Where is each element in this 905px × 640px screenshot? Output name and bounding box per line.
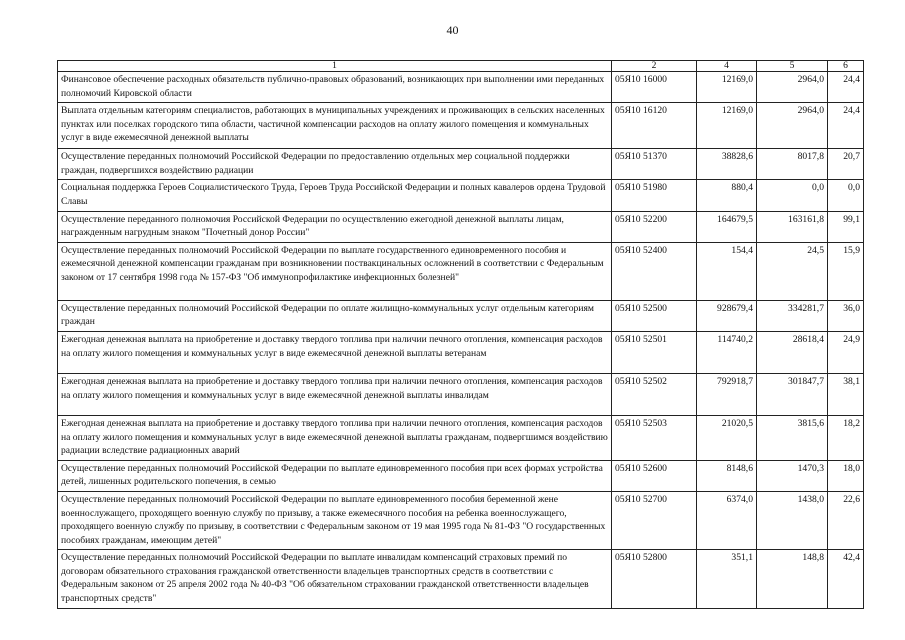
- table-row: [58, 373, 864, 415]
- row-code-cell: 05Я10 16120: [612, 103, 697, 149]
- row-percent-value: 0,0: [828, 180, 864, 211]
- row-name-cell: Ежегодная денежная выплата на приобретение и доставку твердого топлива при наличии печного отопления, компенсация расходов на оплату жилого помещения и коммунальных услуг в виде ежемесячной денежной выплаты инвалидам: [58, 373, 612, 415]
- row-name-cell: Осуществление переданных полномочий Российской Федерации по оплате жилищно-коммунальных услуг отдельным категориям граждан: [58, 300, 612, 331]
- row-code-cell: 05Я10 16000: [612, 72, 697, 103]
- row-plan-value: 154,4: [697, 242, 757, 300]
- row-fact-value: 24,5: [757, 242, 828, 300]
- row-name-cell: Ежегодная денежная выплата на приобретение и доставку твердого топлива при наличии печного отопления, компенсация расходов на оплату жилого помещения и коммунальных услуг в виде ежемесячной денежной выплаты гражданам, подвергшимся воздействию радиации вследствие радиационных аварий: [58, 415, 612, 460]
- row-fact-value: 148,8: [757, 550, 828, 608]
- page-number: 40: [446, 23, 459, 37]
- row-percent-value: 24,4: [828, 72, 864, 103]
- row-percent-value: 24,9: [828, 331, 864, 373]
- row-percent-value: 38,1: [828, 373, 864, 415]
- row-plan-value: 928679,4: [697, 300, 757, 331]
- row-name-cell: Осуществление переданных полномочий Российской Федерации по выплате инвалидам компенсаций страховых премий по договорам обязательного страхования гражданской ответственности владельцев транспортных средств в соответствии с Федеральным законом от 25 апреля 2002 года № 40-ФЗ "Об обязательном страховании гражданской ответственности владельцев транспортных средств": [58, 550, 612, 608]
- table-body: [58, 72, 864, 609]
- row-percent-value: 18,0: [828, 460, 864, 491]
- row-code-cell: 05Я10 52501: [612, 331, 697, 373]
- table-header-row: [58, 61, 864, 72]
- row-name-cell: Осуществление переданных полномочий Российской Федерации по предоставлению отдельных мер социальной поддержки граждан, подвергшихся воздействию радиации: [58, 149, 612, 180]
- row-fact-value: 28618,4: [757, 331, 828, 373]
- row-fact-value: 2964,0: [757, 72, 828, 103]
- row-name-cell: Осуществление переданных полномочий Российской Федерации по выплате единовременного пособия беременной жене военнослужащего, проходящего военную службу по призыву, а также ежемесячного пособия на ребенка военнослужащего, проходящего военную службу по призыву, в соответствии с Федеральным законом от 19 мая 1995 года № 81-ФЗ "О государственных пособиях гражданам, имеющим детей": [58, 491, 612, 549]
- row-name-cell: Осуществление переданных полномочий Российской Федерации по выплате единовременного пособия при всех формах устройства детей, лишенных родительского попечения, в семью: [58, 460, 612, 491]
- row-fact-value: 2964,0: [757, 103, 828, 149]
- column-header-code: 2: [612, 61, 697, 72]
- row-percent-value: 36,0: [828, 300, 864, 331]
- row-percent-value: 15,9: [828, 242, 864, 300]
- table-row: [58, 300, 864, 331]
- row-fact-value: 163161,8: [757, 211, 828, 242]
- row-fact-value: 1470,3: [757, 460, 828, 491]
- table-row: [58, 103, 864, 149]
- row-fact-value: 3815,6: [757, 415, 828, 460]
- table-row: [58, 491, 864, 549]
- row-percent-value: 20,7: [828, 149, 864, 180]
- row-plan-value: 164679,5: [697, 211, 757, 242]
- row-fact-value: 1438,0: [757, 491, 828, 549]
- row-percent-value: 99,1: [828, 211, 864, 242]
- row-percent-value: 22,6: [828, 491, 864, 549]
- row-code-cell: 05Я10 51370: [612, 149, 697, 180]
- row-plan-value: 12169,0: [697, 103, 757, 149]
- row-code-cell: 05Я10 52500: [612, 300, 697, 331]
- row-fact-value: 334281,7: [757, 300, 828, 331]
- row-name-cell: Осуществление переданного полномочия Российской Федерации по осуществлению ежегодной денежной выплаты лицам, награжденным нагрудным знаком "Почетный донор России": [58, 211, 612, 242]
- row-code-cell: 05Я10 52502: [612, 373, 697, 415]
- row-percent-value: 18,2: [828, 415, 864, 460]
- row-name-cell: Социальная поддержка Героев Социалистического Труда, Героев Труда Российской Федерации и полных кавалеров ордена Трудовой Славы: [58, 180, 612, 211]
- row-plan-value: 351,1: [697, 550, 757, 608]
- row-plan-value: 792918,7: [697, 373, 757, 415]
- row-code-cell: 05Я10 52200: [612, 211, 697, 242]
- budget-table: [57, 60, 864, 609]
- column-header-percent: 6: [828, 61, 864, 72]
- table-row: [58, 211, 864, 242]
- row-plan-value: 38828,6: [697, 149, 757, 180]
- table-row: [58, 550, 864, 608]
- column-header-plan: 4: [697, 61, 757, 72]
- row-code-cell: 05Я10 52503: [612, 415, 697, 460]
- row-fact-value: 301847,7: [757, 373, 828, 415]
- row-fact-value: 0,0: [757, 180, 828, 211]
- column-header-name: 1: [58, 61, 612, 72]
- table-row: [58, 149, 864, 180]
- row-percent-value: 42,4: [828, 550, 864, 608]
- row-name-cell: Осуществление переданных полномочий Российской Федерации по выплате государственного единовременного пособия и ежемесячной денежной компенсации гражданам при возникновении поствакцинальных осложнений в соответствии с Федеральным законом от 17 сентября 1998 года № 157-ФЗ "Об иммунопрофилактике инфекционных болезней": [58, 242, 612, 300]
- row-name-cell: Финансовое обеспечение расходных обязательств публично-правовых образований, возникающих при выполнении ими переданных полномочий Кировской области: [58, 72, 612, 103]
- table-row: [58, 331, 864, 373]
- table-row: [58, 72, 864, 103]
- row-code-cell: 05Я10 51980: [612, 180, 697, 211]
- row-code-cell: 05Я10 52700: [612, 491, 697, 549]
- table-row: [58, 180, 864, 211]
- row-plan-value: 8148,6: [697, 460, 757, 491]
- table-row: [58, 242, 864, 300]
- row-fact-value: 8017,8: [757, 149, 828, 180]
- row-plan-value: 21020,5: [697, 415, 757, 460]
- row-name-cell: Выплата отдельным категориям специалистов, работающих в муниципальных учреждениях и проживающих в сельских населенных пунктах или поселках городского типа области, частичной компенсации расходов на оплату жилого помещения и коммунальных услуг в виде ежемесячной денежной выплаты: [58, 103, 612, 149]
- row-name-cell: Ежегодная денежная выплата на приобретение и доставку твердого топлива при наличии печного отопления, компенсация расходов на оплату жилого помещения и коммунальных услуг в виде ежемесячной денежной выплаты ветеранам: [58, 331, 612, 373]
- row-plan-value: 114740,2: [697, 331, 757, 373]
- column-header-fact: 5: [757, 61, 828, 72]
- row-percent-value: 24,4: [828, 103, 864, 149]
- row-code-cell: 05Я10 52400: [612, 242, 697, 300]
- row-plan-value: 12169,0: [697, 72, 757, 103]
- row-code-cell: 05Я10 52800: [612, 550, 697, 608]
- row-plan-value: 880,4: [697, 180, 757, 211]
- row-plan-value: 6374,0: [697, 491, 757, 549]
- row-code-cell: 05Я10 52600: [612, 460, 697, 491]
- table-row: [58, 460, 864, 491]
- table-row: [58, 415, 864, 460]
